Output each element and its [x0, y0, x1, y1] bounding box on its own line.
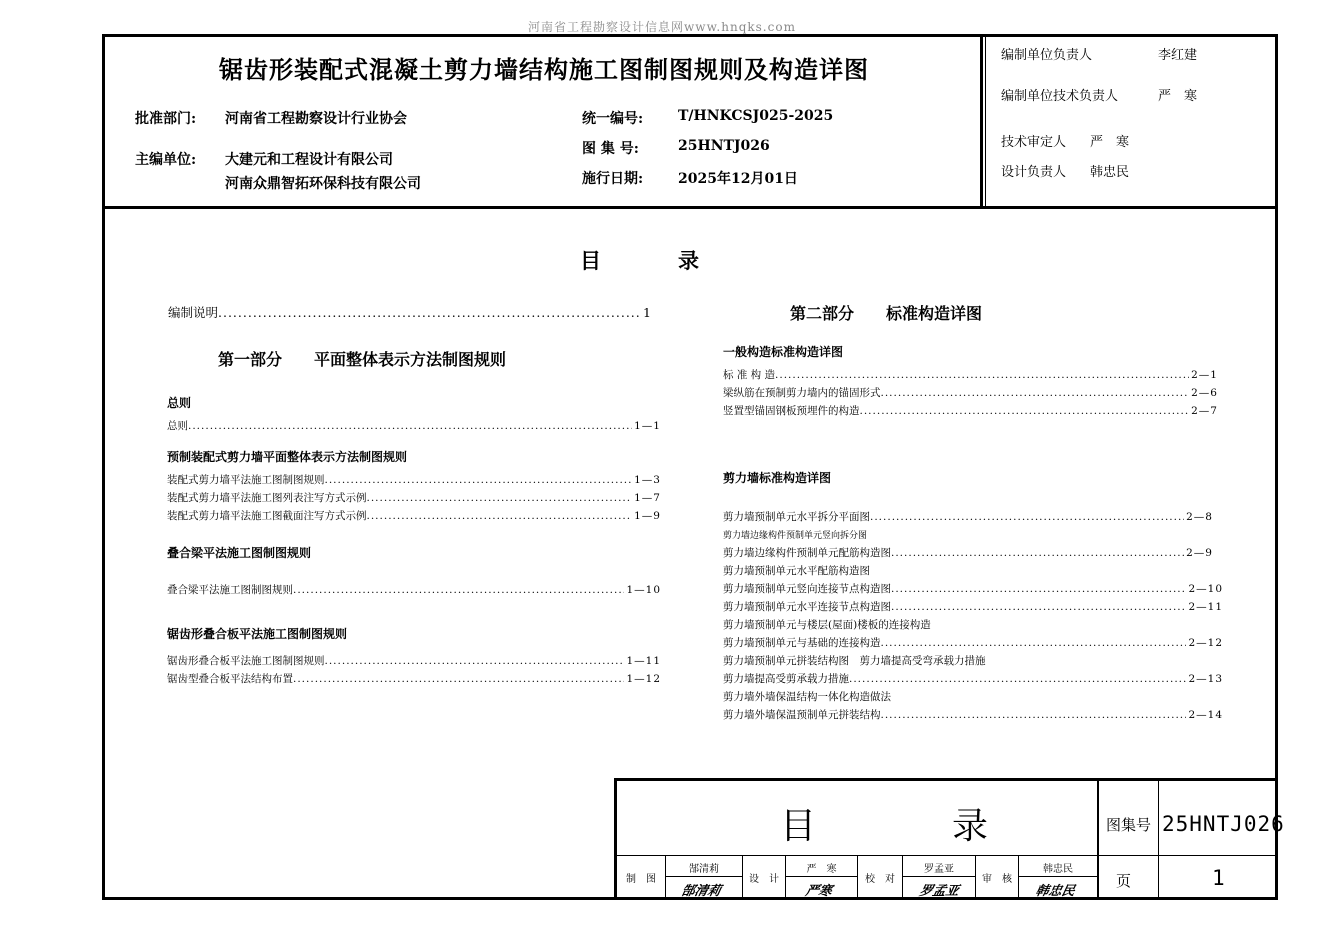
- editor-value-2: 河南众鼎智拓环保科技有限公司: [225, 176, 421, 192]
- header-divider: [102, 206, 1278, 209]
- section-heading: 锯齿形叠合板平法施工图制图规则: [167, 627, 348, 641]
- toc-entry-page: 1—7: [634, 492, 661, 504]
- toc-entry-page: 1: [643, 305, 652, 320]
- toc-entry-label: 竖置型锚固钢板预埋件的构造: [723, 405, 860, 417]
- toc-entry[interactable]: [723, 635, 1223, 650]
- toc-leader: [325, 474, 633, 486]
- toc-leader: [293, 584, 624, 596]
- toc-leader: [367, 492, 633, 504]
- toc-entry[interactable]: [723, 385, 1218, 400]
- toc-entry-page: 1—3: [634, 474, 661, 486]
- code-label: 统一编号:: [582, 111, 644, 127]
- toc-leader: [293, 673, 624, 685]
- toc-leader: [881, 387, 1190, 399]
- toc-entry-label: 锯齿型叠合板平法结构布置: [167, 673, 293, 685]
- designer-name: 严 寒: [806, 864, 837, 875]
- toc-entry[interactable]: [723, 581, 1223, 596]
- editor-value-1: 大建元和工程设计有限公司: [225, 152, 393, 168]
- toc-leader: [775, 369, 1189, 381]
- toc-entry-label: 叠合梁平法施工图制图规则: [167, 584, 293, 596]
- toc-entry-label: 锯齿形叠合板平法施工图制图规则: [167, 655, 325, 667]
- toc-title: 目 录: [580, 248, 727, 273]
- toc-leader: [870, 511, 1184, 523]
- toc-entry-label[interactable]: 剪力墙预制单元水平配筋构造图: [723, 565, 870, 577]
- toc-entry-page: 1—10: [626, 584, 661, 596]
- toc-entry-label: 编制说明: [168, 305, 219, 320]
- toc-leader: [881, 709, 1187, 721]
- head-value: 李红建: [1158, 48, 1198, 63]
- section-heading: 一般构造标准构造详图: [723, 345, 844, 359]
- page-value: 1: [1212, 866, 1226, 890]
- role-review: 审 核: [982, 874, 1012, 885]
- toc-entry-label: 总则: [167, 420, 188, 432]
- toc-entry-page: 2—8: [1186, 511, 1213, 523]
- sig-split: [665, 876, 742, 877]
- role-check: 校 对: [865, 874, 895, 885]
- title-block-mid-line: [614, 855, 1098, 856]
- document-title: 锯齿形装配式混凝土剪力墙结构施工图制图规则及构造详图: [219, 55, 869, 84]
- toc-entry-page: 2—10: [1188, 583, 1223, 595]
- toc-entry[interactable]: [168, 303, 652, 321]
- section-heading: 叠合梁平法施工图制图规则: [167, 546, 312, 560]
- toc-entry-label[interactable]: 剪力墙外墙保温结构一体化构造做法: [723, 691, 891, 703]
- designer-label: 设计负责人: [1001, 165, 1067, 180]
- reviewer-label: 技术审定人: [1001, 135, 1067, 150]
- toc-leader: [325, 655, 625, 667]
- toc-entry[interactable]: [723, 671, 1223, 686]
- atlas-number-label: 图集号: [1106, 816, 1152, 834]
- toc-entry[interactable]: [723, 367, 1218, 382]
- toc-entry-label[interactable]: 剪力墙预制单元与楼层(屋面)楼板的连接构造: [723, 619, 931, 631]
- toc-entry-label: 剪力墙边缘构件预制单元配筋构造图: [723, 547, 891, 559]
- toc-leader: [860, 405, 1190, 417]
- toc-entry-page: 2—6: [1191, 387, 1218, 399]
- toc-entry-page: 2—14: [1188, 709, 1223, 721]
- editor-label: 主编单位:: [135, 152, 197, 168]
- toc-leader: [367, 510, 633, 522]
- designer-value: 韩忠民: [1090, 165, 1130, 180]
- drafter-name: 郜清莉: [689, 864, 719, 875]
- toc-entry-page: 2—9: [1186, 547, 1213, 559]
- toc-entry-label: 梁纵筋在预制剪力墙内的锚固形式: [723, 387, 881, 399]
- toc-entry-label[interactable]: 剪力墙预制单元拼装结构图 剪力墙提高受弯承载力措施: [723, 655, 986, 667]
- toc-entry-label: 装配式剪力墙平法施工图制图规则: [167, 474, 325, 486]
- toc-entry-page: 2—7: [1191, 405, 1218, 417]
- toc-entry[interactable]: [167, 582, 661, 597]
- toc-leader: [218, 305, 641, 320]
- page-label: 页: [1116, 872, 1132, 890]
- toc-entry-page: 1—9: [634, 510, 661, 522]
- toc-entry[interactable]: [167, 508, 661, 523]
- reviewer-name: 韩忠民: [1043, 864, 1073, 875]
- title-block-col-line-2: [1158, 778, 1159, 900]
- toc-leader: [881, 637, 1187, 649]
- head-label: 编制单位负责人: [1001, 48, 1093, 63]
- toc-entry[interactable]: [167, 653, 661, 668]
- toc-leader: [891, 601, 1186, 613]
- title-block-mid-line-right: [1098, 855, 1278, 856]
- toc-entry[interactable]: [167, 418, 661, 433]
- toc-leader: [188, 420, 632, 432]
- date-label: 施行日期:: [582, 171, 644, 187]
- checker-signature: 罗孟亚: [917, 884, 961, 899]
- toc-entry[interactable]: [167, 472, 661, 487]
- toc-entry-label: 剪力墙预制单元水平连接节点构造图: [723, 601, 891, 613]
- toc-entry[interactable]: [167, 490, 661, 505]
- drafter-signature: 郜清莉: [679, 884, 723, 899]
- toc-entry-label[interactable]: 剪力墙边缘构件预制单元竖向拆分图: [723, 531, 868, 541]
- atlas-label: 图 集 号:: [582, 141, 639, 157]
- code-value: T/HNKCSJ025-2025: [678, 108, 834, 124]
- sig-split: [1018, 876, 1097, 877]
- toc-entry-page: 1—1: [634, 420, 661, 432]
- toc-entry-label: 剪力墙预制单元与基础的连接构造: [723, 637, 881, 649]
- toc-entry-page: 2—11: [1188, 601, 1223, 613]
- toc-entry-page: 1—11: [626, 655, 661, 667]
- toc-leader: [891, 547, 1184, 559]
- toc-entry-label: 剪力墙预制单元竖向连接节点构造图: [723, 583, 891, 595]
- toc-entry[interactable]: [723, 707, 1223, 722]
- sig-split: [785, 876, 857, 877]
- section-heading: 剪力墙标准构造详图: [723, 471, 832, 485]
- sig-split: [902, 876, 975, 877]
- toc-entry-page: 1—12: [626, 673, 661, 685]
- toc-entry-label: 标 准 构 造: [723, 369, 776, 381]
- toc-entry-label: 剪力墙提高受剪承载力措施: [723, 673, 849, 685]
- toc-entry[interactable]: [167, 671, 661, 686]
- date-value: 2025年12月01日: [678, 171, 798, 187]
- reviewer-value: 严 寒: [1090, 135, 1130, 150]
- section-heading: 预制装配式剪力墙平面整体表示方法制图规则: [167, 450, 408, 464]
- title-block-title: 目 录: [780, 806, 1039, 847]
- toc-entry-page: 2—13: [1188, 673, 1223, 685]
- role-drafting: 制 图: [626, 874, 656, 885]
- toc-entry[interactable]: [723, 599, 1223, 614]
- toc-entry-label: 剪力墙外墙保温预制单元拼装结构: [723, 709, 881, 721]
- part2-title: 第二部分 标准构造详图: [790, 304, 983, 323]
- designer-signature: 严寒: [803, 884, 834, 899]
- tech-head-value: 严 寒: [1158, 89, 1198, 104]
- toc-leader: [849, 673, 1186, 685]
- toc-entry-page: 2—1: [1191, 369, 1218, 381]
- toc-entry[interactable]: [723, 545, 1213, 560]
- title-block-top-line: [614, 778, 1278, 781]
- reviewer-signature: 韩忠民: [1033, 884, 1077, 899]
- approval-value: 河南省工程勘察设计行业协会: [225, 111, 407, 127]
- toc-entry-label: 装配式剪力墙平法施工图截面注写方式示例: [167, 510, 367, 522]
- tech-head-label: 编制单位技术负责人: [1001, 89, 1119, 104]
- toc-entry-page: 2—12: [1188, 637, 1223, 649]
- toc-entry-label: 装配式剪力墙平法施工图列表注写方式示例: [167, 492, 367, 504]
- toc-entry-label: 剪力墙预制单元水平拆分平面图: [723, 511, 870, 523]
- part1-title: 第一部分 平面整体表示方法制图规则: [218, 350, 507, 369]
- toc-leader: [891, 583, 1186, 595]
- role-design: 设 计: [749, 874, 779, 885]
- side-panel-divider-inner: [985, 34, 986, 208]
- watermark-text: 河南省工程勘察设计信息网www.hnqks.com: [528, 20, 796, 34]
- section-heading: 总则: [167, 396, 192, 410]
- approval-label: 批准部门:: [135, 111, 197, 127]
- title-block-col-line: [1097, 778, 1099, 900]
- atlas-value: 25HNTJ026: [678, 138, 770, 154]
- atlas-number-value: 25HNTJ026: [1162, 812, 1285, 836]
- checker-name: 罗孟亚: [924, 864, 954, 875]
- toc-entry[interactable]: [723, 509, 1213, 524]
- toc-entry[interactable]: [723, 403, 1218, 418]
